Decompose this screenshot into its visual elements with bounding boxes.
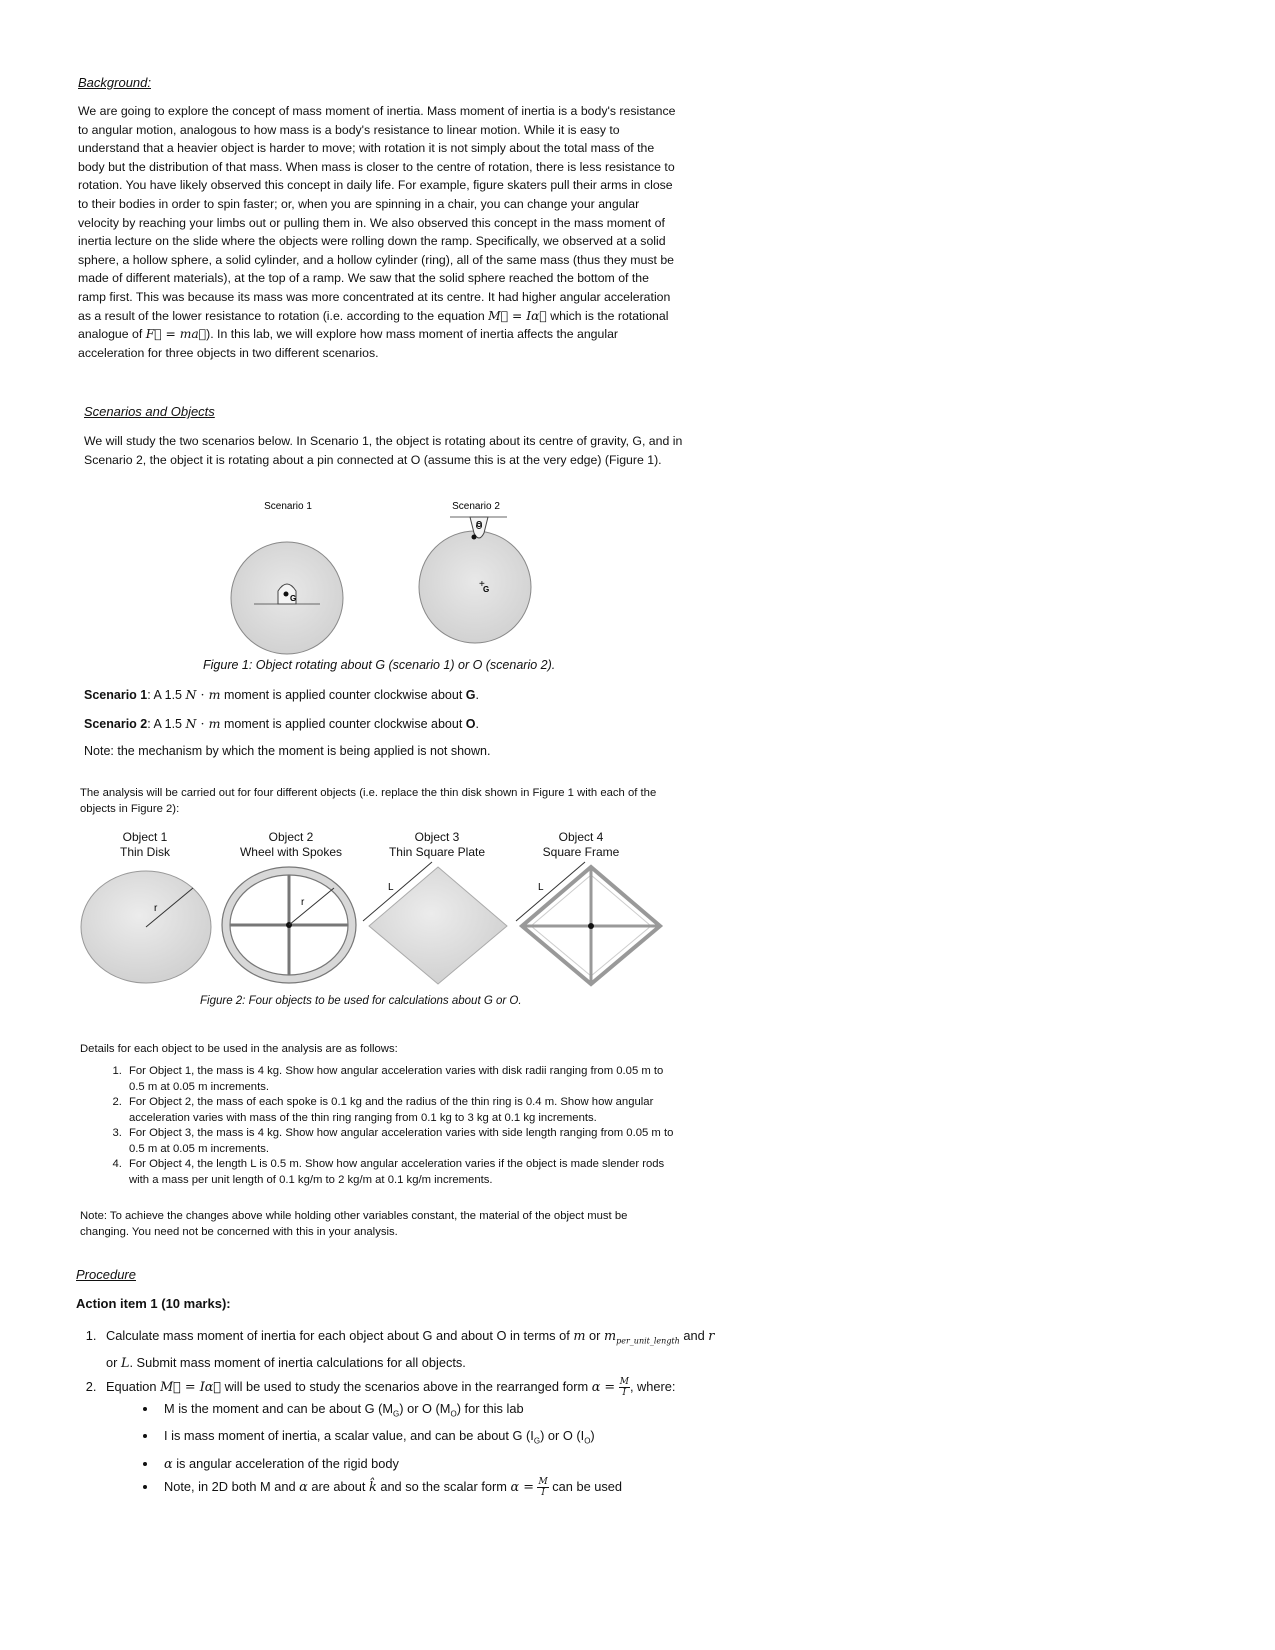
details-intro: Details for each object to be used in the analysis are as follows: — [80, 1043, 398, 1055]
scenario-1-center-point — [284, 592, 289, 597]
bullet-angular-acceleration: • α is angular acceleration of the rigid body — [158, 1453, 716, 1476]
scenario-1-label-g: G — [290, 594, 297, 603]
figure-1-label-scenario-2: Scenario 2 — [452, 501, 500, 512]
figure-1-label-scenario-1: Scenario 1 — [264, 501, 312, 512]
background-text-3: ). In this lab, we will explore how mass moment of inertia affects the angular acceleration for three objects in two different scenarios. — [78, 327, 619, 360]
figure-2-diagram — [76, 860, 671, 990]
background-heading: Background: — [78, 75, 151, 90]
object-4-dimension-label: L — [538, 882, 544, 893]
details-item-3: 3. For Object 3, the mass is 4 kg. Show how angular acceleration varies with side length ranging from 0.05 m to 0.5 m at 0.05 m increments. — [125, 1126, 680, 1157]
procedure-list — [76, 1325, 716, 1499]
scenario-2-disk — [419, 531, 531, 643]
object-1-dimension-label: r — [154, 903, 158, 914]
procedure-item-2: 2. Equation M⃗ = Iα⃗ will be used to study the scenarios above in the rearranged form α = $\frac{M}{I}$ , where: • M is the moment and can be about G $(M_G)$ or O $(M_O)$ for this lab • I is mass moment of inertia, a scalar value, and can be about G $(I_G)$ or O $(I_O)$ • α is angular acceleration of the rigid body • Note, in 2D both M and α are about k̂ and so the scalar form α = $\frac{M}{I}$ can be used — [100, 1376, 716, 1499]
fraction-m-over-i: $\frac{M}{I}$ — [619, 1376, 629, 1398]
scenario-2-label-g: G — [483, 585, 490, 594]
figure-2-caption: Figure 2: Four objects to be used for calculations about G or O. — [200, 995, 522, 1007]
objects-intro: The analysis will be carried out for four different objects (i.e. replace the thin disk shown in Figure 1 with each of the objects in Figure 2): — [80, 787, 657, 815]
scenario-2-pin-point — [472, 535, 477, 540]
details-item-1: 1. For Object 1, the mass is 4 kg. Show how angular acceleration varies with disk radii ranging from 0.05 m to 0.5 m at 0.05 m increments. — [125, 1064, 680, 1095]
fraction-m-over-i-2: $\frac{M}{I}$ — [538, 1476, 548, 1498]
scenario-note: Note: the mechanism by which the moment is being applied is not shown. — [84, 744, 491, 758]
procedure-heading: Procedure — [76, 1267, 136, 1282]
details-note: Note: To achieve the changes above while holding other variables constant, the material of the object must be changing. You need not be concerned with this in your analysis. — [80, 1210, 628, 1238]
procedure-list-container — [76, 1325, 716, 1499]
procedure-item-1: 1. Calculate mass moment of inertia for each object about G and about O in terms of m or $m_{per\_unit\_length}$ and r or L. Submit mass moment of inertia calculations for all objects. — [100, 1325, 716, 1374]
background-paragraph — [78, 102, 678, 362]
object-4-dimension-line — [516, 862, 585, 921]
scenario-2-description: Scenario 2: A 1.5 N ⋅ m moment is applied counter clockwise about O. — [84, 716, 479, 731]
scenario-2-center-plus: + — [479, 579, 485, 590]
scenario-1-description: Scenario 1: A 1.5 N ⋅ m moment is applied counter clockwise about G. — [84, 687, 479, 702]
action-item-1-title: Action item 1 (10 marks): — [76, 1296, 231, 1311]
object-1-label: Object 1 Thin Disk — [119, 830, 170, 859]
object-3-dimension-label: L — [388, 882, 394, 893]
figure-1-diagram — [220, 495, 560, 655]
object-3-label: Object 3 Thin Square Plate — [388, 830, 486, 859]
bullet-moment: • M is the moment and can be about G $(M_G)$ or O $(M_O)$ for this lab — [158, 1398, 716, 1426]
figure-1-caption: Figure 1: Object rotating about G (scenario 1) or O (scenario 2). — [203, 658, 556, 672]
background-text-2: which is the rotational analogue of — [78, 308, 669, 342]
background-text-1: We are going to explore the concept of mass moment of inertia. Mass moment of inertia is a body's resistance to angular motion, analogous to how mass is a body's resistance to linear motion. While it is easy to understand that a heavier object is harder to move; with rotation it is not simply about the total mass of the body but the distribution of that mass. When mass is closer to the centre of rotation, there is less resistance to rotation. You have likely observed this concept in daily life. For example, figure skaters pull their arms in close to their bodies in order to spin faster; or, when you are spinning in a chair, you can change your angular velocity by reaching your limbs out or pulling them in. We also observed this concept in the mass moment of inertia lecture on the slide where the objects were rolling down the ramp. Specifically, we observed at a solid sphere, a hollow sphere, a solid cylinder, and a hollow cylinder (ring), all of the same mass (thus they must be made of different materials), at the top of a ramp. We saw that the solid sphere reached the bottom of the ramp first. This was because its mass was more concentrated at its centre. It had higher angular acceleration as a result of the lower resistance to rotation (i.e. according to the equation — [78, 104, 676, 323]
procedure-bullets — [106, 1398, 716, 1499]
scenario-2-label-o: O — [476, 520, 483, 529]
object-4-label: Object 4 Square Frame — [542, 830, 620, 859]
details-item-4: 4. For Object 4, the length L is 0.5 m. Show how angular acceleration varies if the object is made slender rods with a mass per unit length of 0.1 kg/m to 2 kg/m at 0.1 kg/m increments. — [125, 1157, 680, 1188]
equation-moment: M⃗ = Iα⃗ — [488, 308, 547, 323]
details-list — [80, 1064, 680, 1188]
bullet-2d-note: • Note, in 2D both M and α are about k̂ and so the scalar form α = $\frac{M}{I}$ can be used — [158, 1476, 716, 1499]
bullet-inertia: • I is mass moment of inertia, a scalar value, and can be about G $(I_G)$ or O $(I_O)$ — [158, 1425, 716, 1453]
object-4-center — [588, 923, 594, 929]
object-2-dimension-label: r — [301, 897, 305, 908]
scenarios-intro: We will study the two scenarios below. In Scenario 1, the object is rotating about its centre of gravity, G, and in Scenario 2, the object it is rotating about a pin connected at O (assume this is at the very edge) (Figure 1). — [84, 434, 683, 467]
object-2-label: Object 2 Wheel with Spokes — [239, 830, 343, 859]
scenarios-heading: Scenarios and Objects — [84, 404, 215, 419]
details-list-container — [80, 1064, 680, 1188]
equation-force: F⃗ = ma⃗ — [145, 327, 207, 342]
details-item-2: 2. For Object 2, the mass of each spoke is 0.1 kg and the radius of the thin ring is 0.4 m. Show how angular acceleration varies with mass of the thin ring ranging from 0.1 kg to 3 kg at 0.1 kg increments. — [125, 1095, 680, 1126]
